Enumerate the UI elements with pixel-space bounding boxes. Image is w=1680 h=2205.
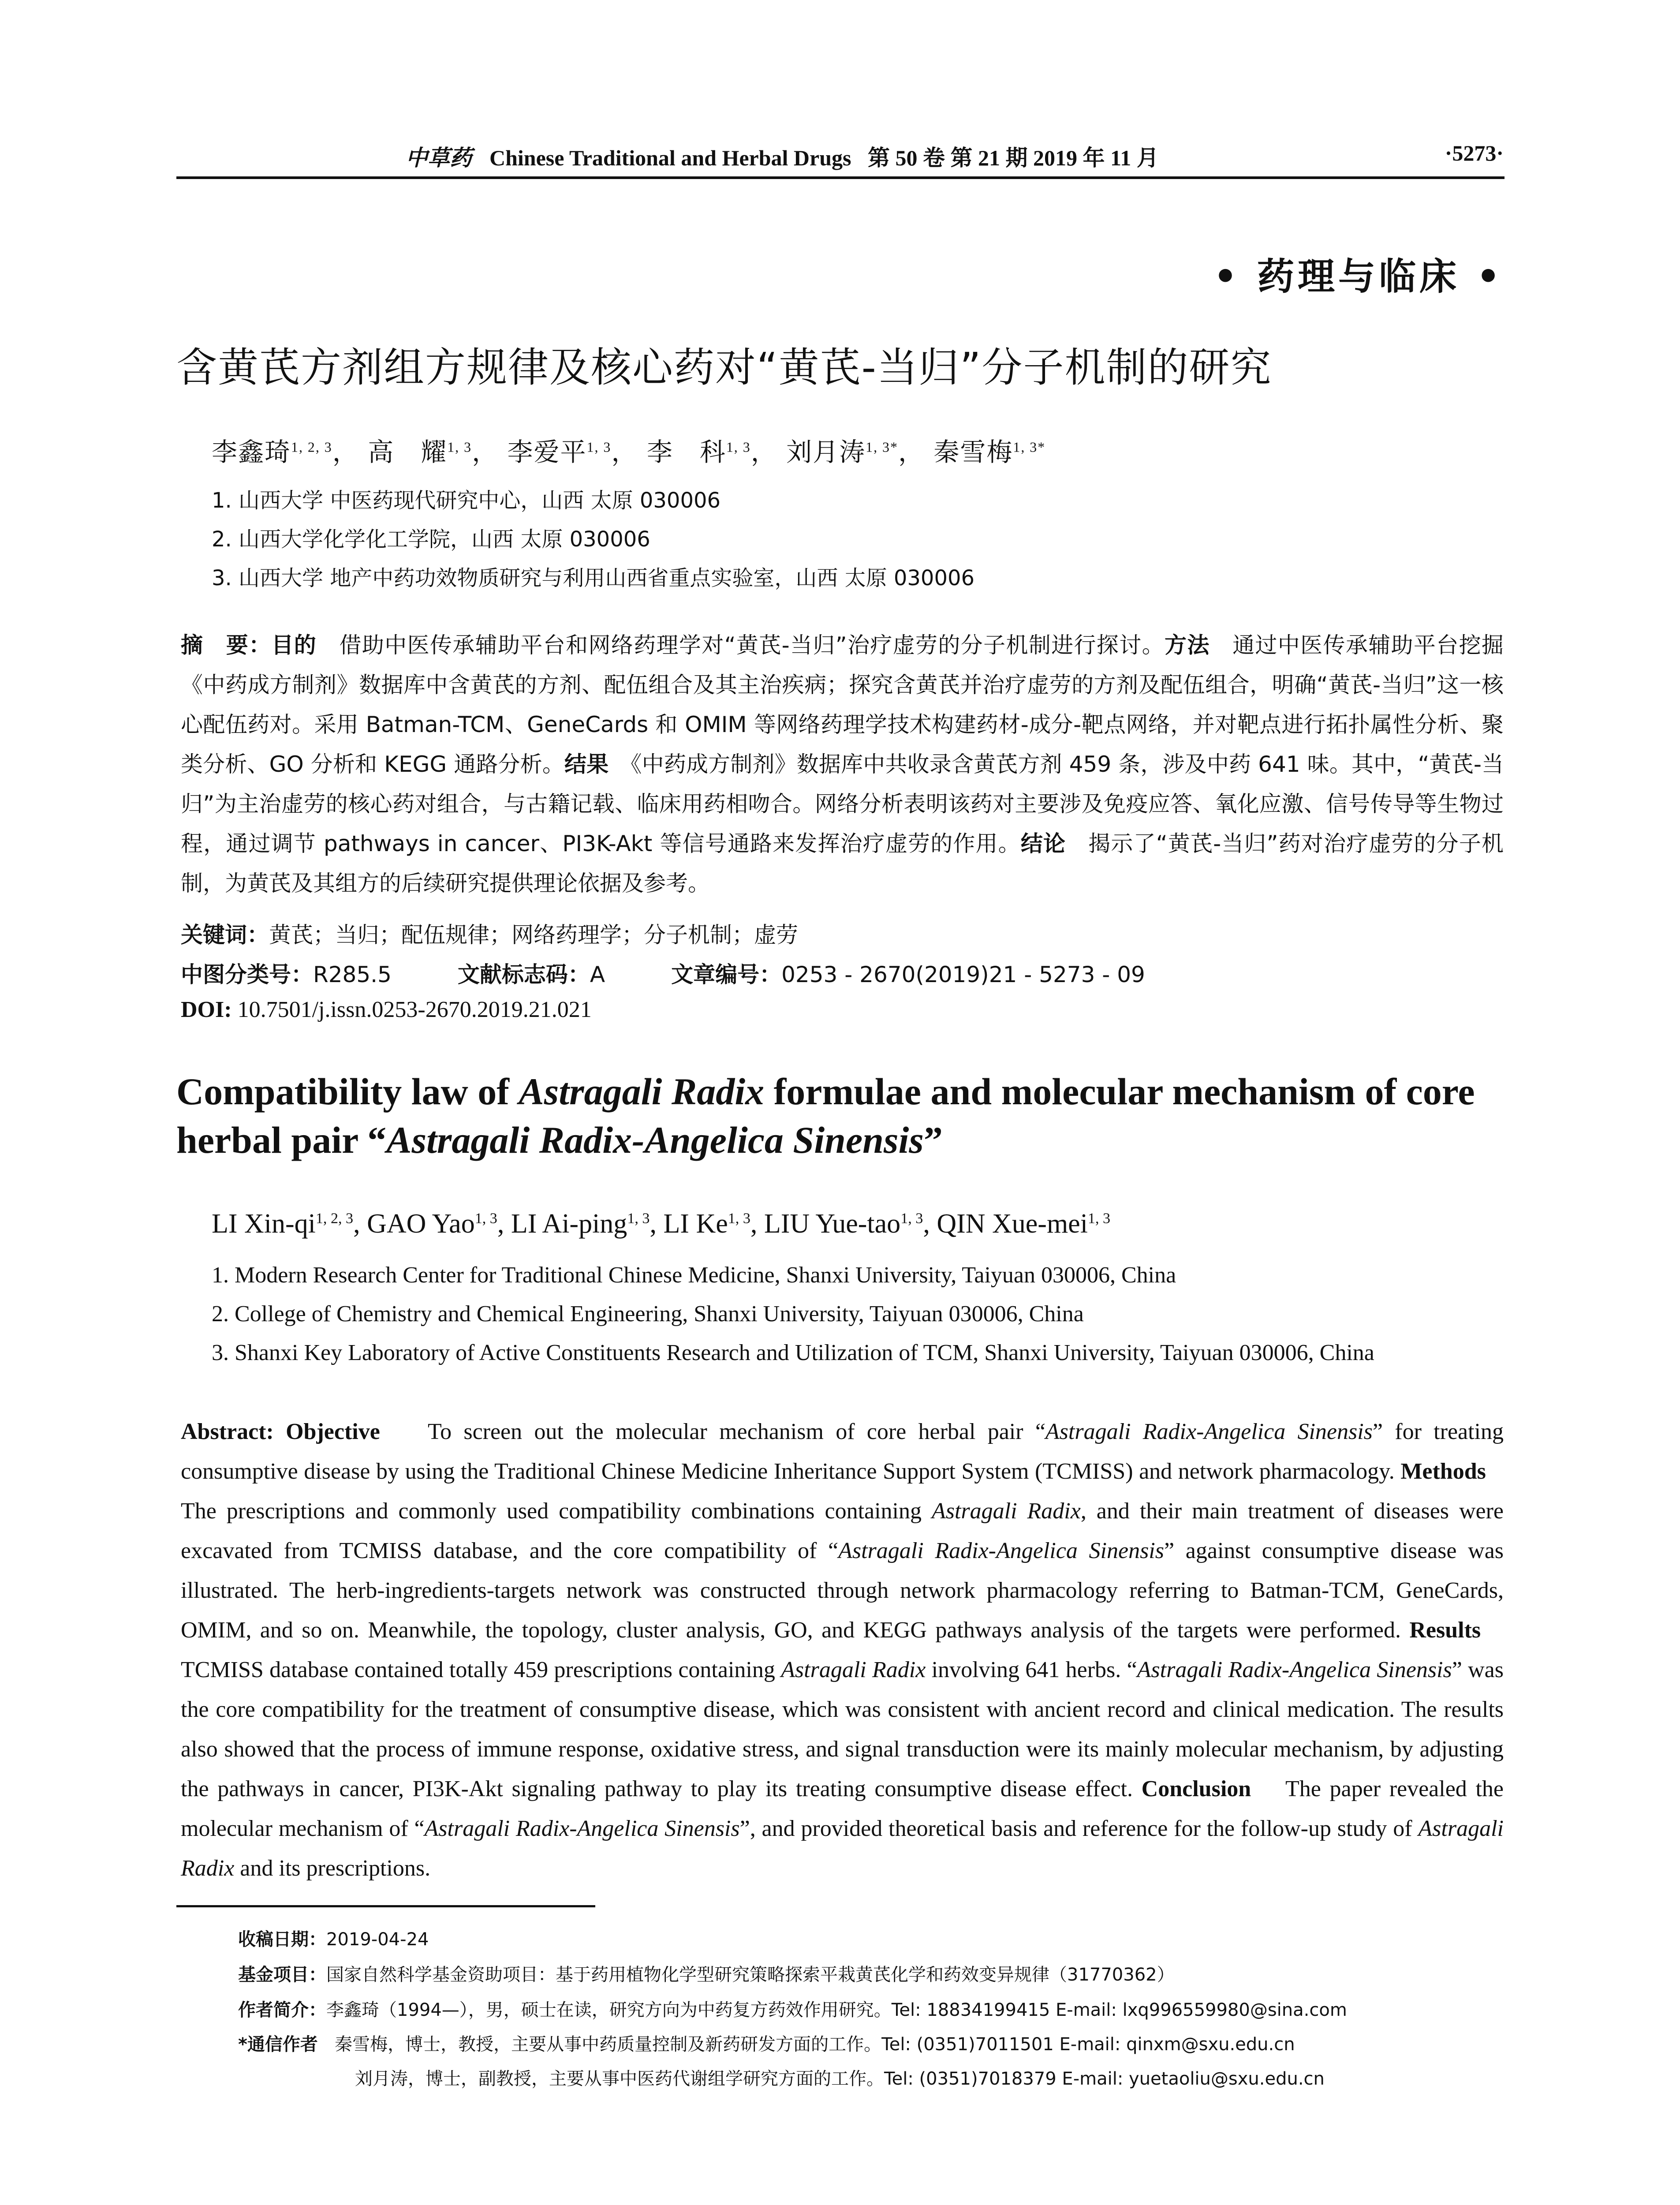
english-affiliation-3: 3. Shanxi Key Laboratory of Active Constituents Research and Utilization of TCM, Shanxi University, Taiyuan 030006, China: [212, 1340, 1374, 1365]
chinese-affiliation-1: 1. 山西大学 中医药现代研究中心，山西 太原 030006: [212, 488, 721, 513]
author: 李 科$^{1, 3}$，: [646, 437, 777, 467]
section-tag: • 药理与临床 •: [1213, 254, 1504, 298]
journal-line: [406, 140, 1159, 172]
footnote-corresponding-2: 刘月涛，博士，副教授，主要从事中医药代谢组学研究方面的工作。Tel: (0351)7018379 E-mail: yuetaoliu@sxu.edu.cn: [355, 2069, 1325, 2089]
author: LI Xin-qi$^{1, 2, 3}$,: [212, 1209, 367, 1239]
doi-line: DOI: 10.7501/j.issn.0253-2670.2019.21.021: [181, 997, 592, 1022]
header-rule: [176, 176, 1505, 179]
english-affiliation-1: 1. Modern Research Center for Traditional Chinese Medicine, Shanxi University, Taiyuan 030006, China: [212, 1263, 1176, 1288]
issue-info: 第 50 卷 第 21 期 2019 年 11 月: [867, 146, 1159, 170]
chinese-title: 含黄芪方剂组方规律及核心药对“黄芪-当归”分子机制的研究: [176, 344, 1272, 391]
english-authors: [212, 1208, 1110, 1240]
footnote-corresponding-1: *通信作者 秦雪梅，博士，教授，主要从事中药质量控制及新药研发方面的工作。Tel: (0351)7011501 E-mail: qinxm@sxu.edu.cn: [238, 2034, 1295, 2055]
chinese-abstract: 摘 要：目的 借助中医传承辅助平台和网络药理学对“黄芪-当归”治疗虚劳的分子机制进行探讨。方法 通过中医传承辅助平台挖掘《中药成方制剂》数据库中含黄芪的方剂、配伍组合及其主治疾病；探究含黄芪并治疗虚劳的方剂及配伍组合，明确“黄芪-当归”这一核心配伍药对。采用 Batman-TCM、GeneCards 和 OMIM 等网络药理学技术构建药材-成分-靶点网络，并对靶点进行拓扑属性分析、聚类分析、GO 分析和 KEGG 通路分析。结果 《中药成方制剂》数据库中共收录含黄芪方剂 459 条，涉及中药 641 味。其中，“黄芪-当归”为主治虚劳的核心药对组合，与古籍记载、临床用药相吻合。网络分析表明该药对主要涉及免疫应答、氧化应激、信号传导等生物过程，通过调节 pathways in cancer、PI3K-Akt 等信号通路来发挥治疗虚劳的作用。结论 揭示了“黄芪-当归”药对治疗虚劳的分子机制，为黄芪及其组方的后续研究提供理论依据及参考。: [181, 632, 1504, 896]
classification-line: 中图分类号：R285.5 文献标志码：A 文章编号：0253 - 2670(2019)21 - 5273 - 09: [181, 962, 1145, 987]
author: LIU Yue-tao$^{1, 3}$,: [764, 1209, 937, 1239]
author: LI Ke$^{1, 3}$,: [663, 1209, 764, 1239]
chinese-affiliation-2: 2. 山西大学化学化工学院，山西 太原 030006: [212, 527, 650, 552]
running-header: [176, 140, 1504, 176]
author: 秦雪梅$^{1, 3*}$: [933, 437, 1046, 467]
english-title: Compatibility law of Astragali Radix formulae and molecular mechanism of core herbal pair “Astragali Radix-Angelica Sinensis”: [176, 1070, 1475, 1161]
chinese-affiliation-3: 3. 山西大学 地产中药功效物质研究与利用山西省重点实验室，山西 太原 030006: [212, 566, 975, 590]
journal-name: Chinese Traditional and Herbal Drugs: [489, 146, 851, 170]
footnote-fund: 基金项目：国家自然科学基金资助项目：基于药用植物化学型研究策略探索平栽黄芪化学和药效变异规律（31770362）: [238, 1965, 1175, 1985]
footnote-rule: [176, 1905, 595, 1907]
page-number: ·5273·: [1445, 141, 1504, 165]
english-affiliation-2: 2. College of Chemistry and Chemical Engineering, Shanxi University, Taiyuan 030006, China: [212, 1301, 1084, 1327]
author: 李鑫琦$^{1, 2, 3}$，: [212, 437, 359, 467]
keywords: 关键词：黄芪；当归；配伍规律；网络药理学；分子机制；虚劳: [181, 922, 798, 948]
english-abstract: Abstract: Objective To screen out the molecular mechanism of core herbal pair “Astragali Radix-Angelica Sinensis” for treating consumptive disease by using the Traditional Chinese Medicine Inheritance Support System (TCMISS) and network pharmacology. Methods The prescriptions and commonly used compatibility combinations containing Astragali Radix, and their main treatment of diseases were excavated from TCMISS database, and the core compatibility of “Astragali Radix-Angelica Sinensis” against consumptive disease was illustrated. The herb-ingredients-targets network was constructed through network pharmacology referring to Batman-TCM, GeneCards, OMIM, and so on. Meanwhile, the topology, cluster analysis, GO, and KEGG pathways analysis of the targets were performed. Results TCMISS database contained totally 459 prescriptions containing Astragali Radix involving 641 herbs. “Astragali Radix-Angelica Sinensis” was the core compatibility for the treatment of consumptive disease, which was consistent with ancient record and clinical medication. The results also showed that the process of immune response, oxidative stress, and signal transduction were its mainly molecular mechanism, by adjusting the pathways in cancer, PI3K-Akt signaling pathway to play its treating consumptive disease effect. Conclusion The paper revealed the molecular mechanism of “Astragali Radix-Angelica Sinensis”, and provided theoretical basis and reference for the follow-up study of Astragali Radix and its prescriptions.: [181, 1419, 1504, 1881]
journal-logo: 中草药: [406, 145, 472, 171]
author: GAO Yao$^{1, 3}$,: [367, 1209, 511, 1239]
author: 高 耀$^{1, 3}$，: [368, 437, 499, 467]
footnote-author: 作者简介：李鑫琦（1994—），男，硕士在读，研究方向为中药复方药效作用研究。Tel: 18834199415 E-mail: lxq996559980@sina.com: [238, 2000, 1347, 2020]
author: 刘月涛$^{1, 3*}$，: [786, 437, 925, 467]
author: 李爱平$^{1, 3}$，: [507, 437, 638, 467]
author: QIN Xue-mei$^{1, 3}$: [937, 1209, 1111, 1239]
footnote-received: 收稿日期：2019-04-24: [238, 1929, 429, 1950]
chinese-authors: [212, 431, 1045, 468]
author: LI Ai-ping$^{1, 3}$,: [511, 1209, 664, 1239]
